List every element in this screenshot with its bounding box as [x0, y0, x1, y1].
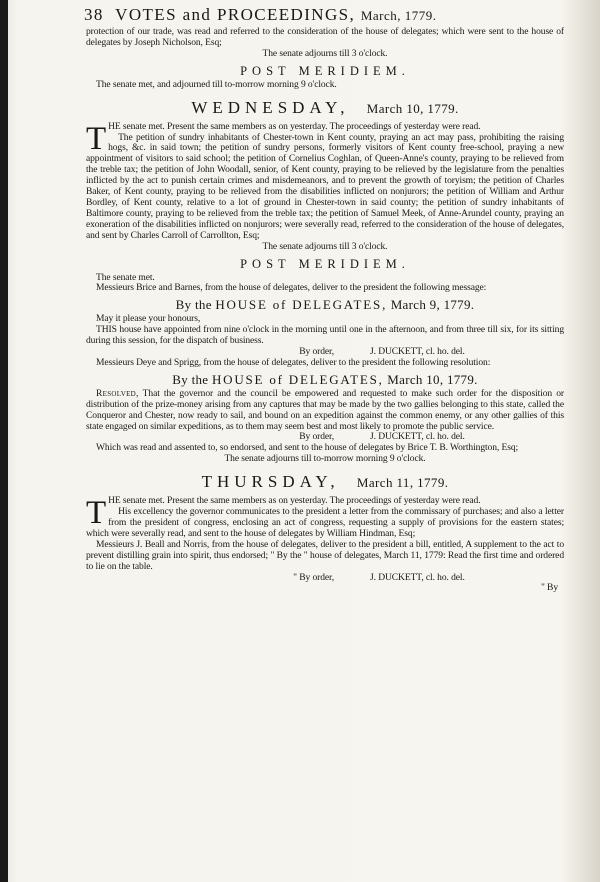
- paragraph: The senate met.: [96, 271, 155, 283]
- clerk-signature: J. DUCKETT, cl. ho. del.: [370, 431, 465, 443]
- resolution-text: That the governor and the council be empowered and requested to make such order for the disposition or distribution of the prize-money arising from any captures that may be made by the two gallies belonging to this state, called the Conqueror and Chester, now ready to sail, and bound on an expedition against the common enemy, or any other gallies of this state engaged on similar expeditions, as to them may seem best and most likely to promote the public service.: [86, 387, 564, 432]
- house-heading: [86, 371, 564, 389]
- catchword: " By: [540, 582, 558, 594]
- section-heading-post-meridiem: POST MERIDIEM.: [240, 63, 410, 78]
- page-content: [86, 4, 564, 594]
- adjournment-line: The senate adjourns till 3 o'clock.: [262, 47, 388, 59]
- salutation: May it please your honours,: [96, 313, 201, 325]
- drop-cap: T: [86, 120, 107, 157]
- paragraph-continued: protection of our trade, was read and referred to the consideration of the house of delegates; which were sent to the house of delegates by Joseph Nicholson, Esq;: [86, 26, 564, 48]
- paragraph-text: HE senate met. Present the same members as on yesterday. The proceedings of yesterday were read.: [108, 120, 481, 132]
- clerk-signature: J. DUCKETT, cl. ho. del.: [370, 346, 465, 358]
- day-date: March 11, 1779.: [356, 475, 449, 491]
- adjournment-line: The senate adjourns till to-morrow morning 9 o'clock.: [224, 453, 426, 465]
- day-heading-wednesday: [86, 95, 564, 122]
- day-name: THURSDAY,: [201, 472, 340, 492]
- house-heading-name: HOUSE of DELEGATES,: [211, 371, 384, 387]
- by-order: By order,: [299, 431, 334, 443]
- resolution: [86, 389, 564, 433]
- drop-cap: T: [86, 495, 107, 532]
- message-text: THIS house have appointed from nine o'clock in the morning until one in the afternoon, and from three till six, for its sitting during this session, for the dispatch of business.: [86, 324, 564, 347]
- clerk-signature: J. DUCKETT, cl. ho. del.: [370, 571, 465, 583]
- page-number: 38: [84, 5, 104, 24]
- signature-line: [86, 573, 564, 584]
- binding-edge: [0, 0, 8, 882]
- running-head: [84, 4, 564, 27]
- house-heading-by: By the: [172, 371, 209, 387]
- day-name: WEDNESDAY,: [191, 97, 350, 117]
- paragraph: The senate met, and adjourned till to-morrow morning 9 o'clock.: [96, 78, 337, 90]
- paragraph: Which was read and assented to, so endorsed, and sent to the house of delegates by Brice T. B. Worthington, Esq;: [96, 442, 519, 454]
- section-heading-post-meridiem: POST MERIDIEM.: [240, 256, 410, 271]
- paragraph: Messieurs Brice and Barnes, from the house of delegates, deliver to the president the following message:: [96, 282, 487, 294]
- day-heading-thursday: [86, 469, 564, 496]
- paragraph-text: HE senate met. Present the same members as on yesterday. The proceedings of yesterday were read.: [108, 495, 481, 507]
- house-heading-name: HOUSE of DELEGATES,: [215, 297, 388, 313]
- by-order: " By order,: [293, 571, 334, 583]
- house-heading-date: March 9, 1779.: [390, 297, 475, 313]
- house-heading: [86, 296, 564, 314]
- house-heading-by: By the: [175, 297, 212, 313]
- house-heading-date: March 10, 1779.: [387, 371, 478, 387]
- by-order: By order,: [299, 346, 334, 358]
- paragraph: Messieurs Deye and Sprigg, from the house of delegates, deliver to the president the following resolution:: [96, 356, 491, 368]
- day-date: March 10, 1779.: [366, 100, 459, 116]
- paragraph: His excellency the governor communicates to the president a letter from the commissary of purchases; and also a letter from the president of congress, enclosing an act of congress, requesting a supply of provisions for the eastern states; which were severally read, and sent to the house of delegates by William Hindman, Esq;: [86, 506, 564, 539]
- adjournment-line: The senate adjourns till 3 o'clock.: [262, 240, 388, 252]
- paragraph-opening: [86, 120, 564, 157]
- running-title-month: March, 1779.: [360, 8, 437, 23]
- paragraph: Messieurs J. Beall and Norris, from the house of delegates, deliver to the president a bill, entitled, A supplement to the act to prevent distilling grain into spirit, thus endorsed; " By the " house of delegates, March 11, 1779: Read the first time and ordered to lie on the table.: [86, 538, 564, 572]
- paragraph-petitions: The petition of sundry inhabitants of Chester-town in Kent county, praying an act may pass, prohibiting the raising hogs, &c. in said town; the petition of sundry persons, formerly visitors of Kent county free-school, praying a new appointment of visitors to said school; the petition of Cornelius Coghlan, of Queen-Anne's county, praying to be relieved from the treble tax; the petition of John Woodall, senior, of Kent county, praying to be relieved by the legislature from the penalties inflicted by the act to punish certain crimes and misdemeanors, and to prevent the growth of toryism; the petition of Charles Baker, of Kent county, praying to be relieved from the disabilities inflicted on nonjurors; the petition of William and Arthur Bordley, of Kent county, relative to a lot of ground in Chester-town in said county; the petition of sundry inhabitants of Baltimore county, praying to be relieved from the treble tax; the petition of Samuel Meek, of Anne-Arundel county, praying an exoneration of the disabilities inflicted on nonjurors; were severally read, referred to the consideration of the house of delegates, and sent by Charles Carroll of Carrollton, Esq;: [86, 131, 564, 241]
- resolved-lead: Resolved,: [96, 387, 139, 399]
- running-title: VOTES and PROCEEDINGS,: [115, 5, 356, 24]
